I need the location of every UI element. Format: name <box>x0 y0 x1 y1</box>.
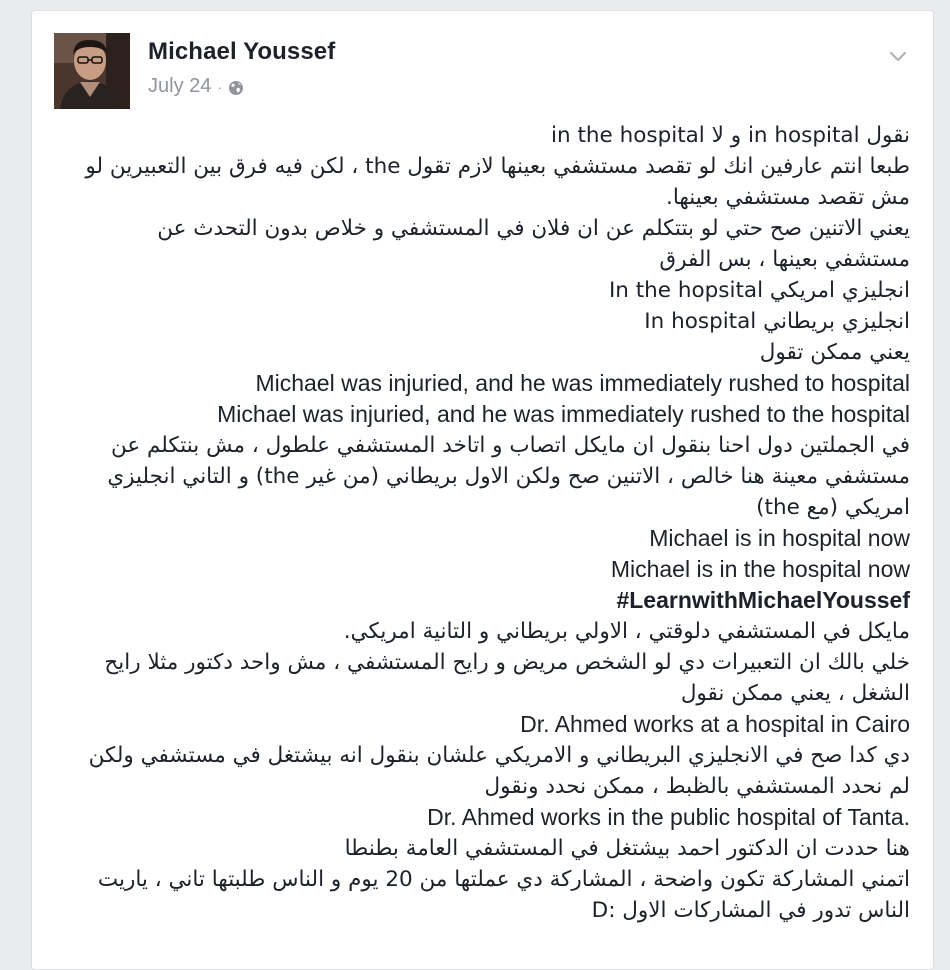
author-name[interactable]: Michael Youssef <box>148 38 336 65</box>
post-line: في الجملتين دول احنا بنقول ان مايكل اتصاب و اتاخد المستشفي علطول ، مش بنتكلم عن مستشفي معينة هنا خالص ، الاتنين صح ولكن الاول بريطاني (من غير the) و التاني انجليزي امريكي (مع the) <box>100 433 910 520</box>
post-line: انجليزي امريكي In the hopsital <box>608 278 910 303</box>
meta-separator: · <box>217 78 223 95</box>
post-header <box>32 11 933 121</box>
post-line-english: Michael was injuried, and he was immediately rushed to hospital <box>255 370 910 396</box>
avatar[interactable] <box>54 33 130 109</box>
avatar-photo <box>54 33 130 109</box>
post-line: نقول in hospital و لا in the hospital <box>551 123 910 148</box>
post-line: هنا حددت ان الدكتور احمد بيشتغل في المستشفي العامة بطنطا <box>344 836 910 861</box>
hashtag-link[interactable]: #LearnwithMichaelYoussef <box>616 587 910 613</box>
post-line: اتمني المشاركة تكون واضحة ، المشاركة دي عملتها من 20 يوم و الناس طلبتها تاني ، ياريت الناس تدور في المشاركات الاول :D <box>91 867 910 923</box>
post-line-english: Dr. Ahmed works at a hospital in Cairo <box>520 711 910 737</box>
post-line-english: Michael is in the hospital now <box>610 556 910 582</box>
post-line-english: Dr. Ahmed works in the public hospital of Tanta. <box>427 804 910 830</box>
post-line: طبعا انتم عارفين انك لو تقصد مستشفي بعينها لازم تقول the ، لكن فيه فرق بين التعبيرين لو مش تقصد مستشفي بعينها. <box>78 154 910 210</box>
post-date[interactable]: July 24 <box>148 75 212 97</box>
post-line-english: Michael is in hospital now <box>649 525 910 551</box>
post-line: يعني ممكن تقول <box>759 340 910 365</box>
post-line: انجليزي بريطاني In hospital <box>644 309 910 334</box>
post-meta <box>148 75 244 98</box>
post-body <box>67 120 910 926</box>
post-line: خلي بالك ان التعبيرات دي لو الشخص مريض و رايح المستشفي ، مش واحد دكتور مثلا رايح الشغل ، يعني ممكن نقول <box>97 650 910 706</box>
post-line: يعني الاتنين صح حتي لو بتتكلم عن ان فلان في المستشفي و خلاص بدون التحدث عن مستشفي بعينها ، بس الفرق <box>150 216 910 272</box>
post-line: دي كدا صح في الانجليزي البريطاني و الامريكي علشان بنقول انه بيشتغل في مستشفي ولكن لم نحدد المستشفي بالظبط ، ممكن نحدد ونقول <box>81 743 910 799</box>
chevron-down-icon[interactable] <box>887 45 909 67</box>
globe-icon[interactable] <box>228 79 244 95</box>
post-line-english: Michael was injuried, and he was immediately rushed to the hospital <box>217 401 910 427</box>
post-card <box>31 10 934 970</box>
post-line: مايكل في المستشفي دلوقتي ، الاولي بريطاني و التانية امريكي. <box>343 619 910 644</box>
